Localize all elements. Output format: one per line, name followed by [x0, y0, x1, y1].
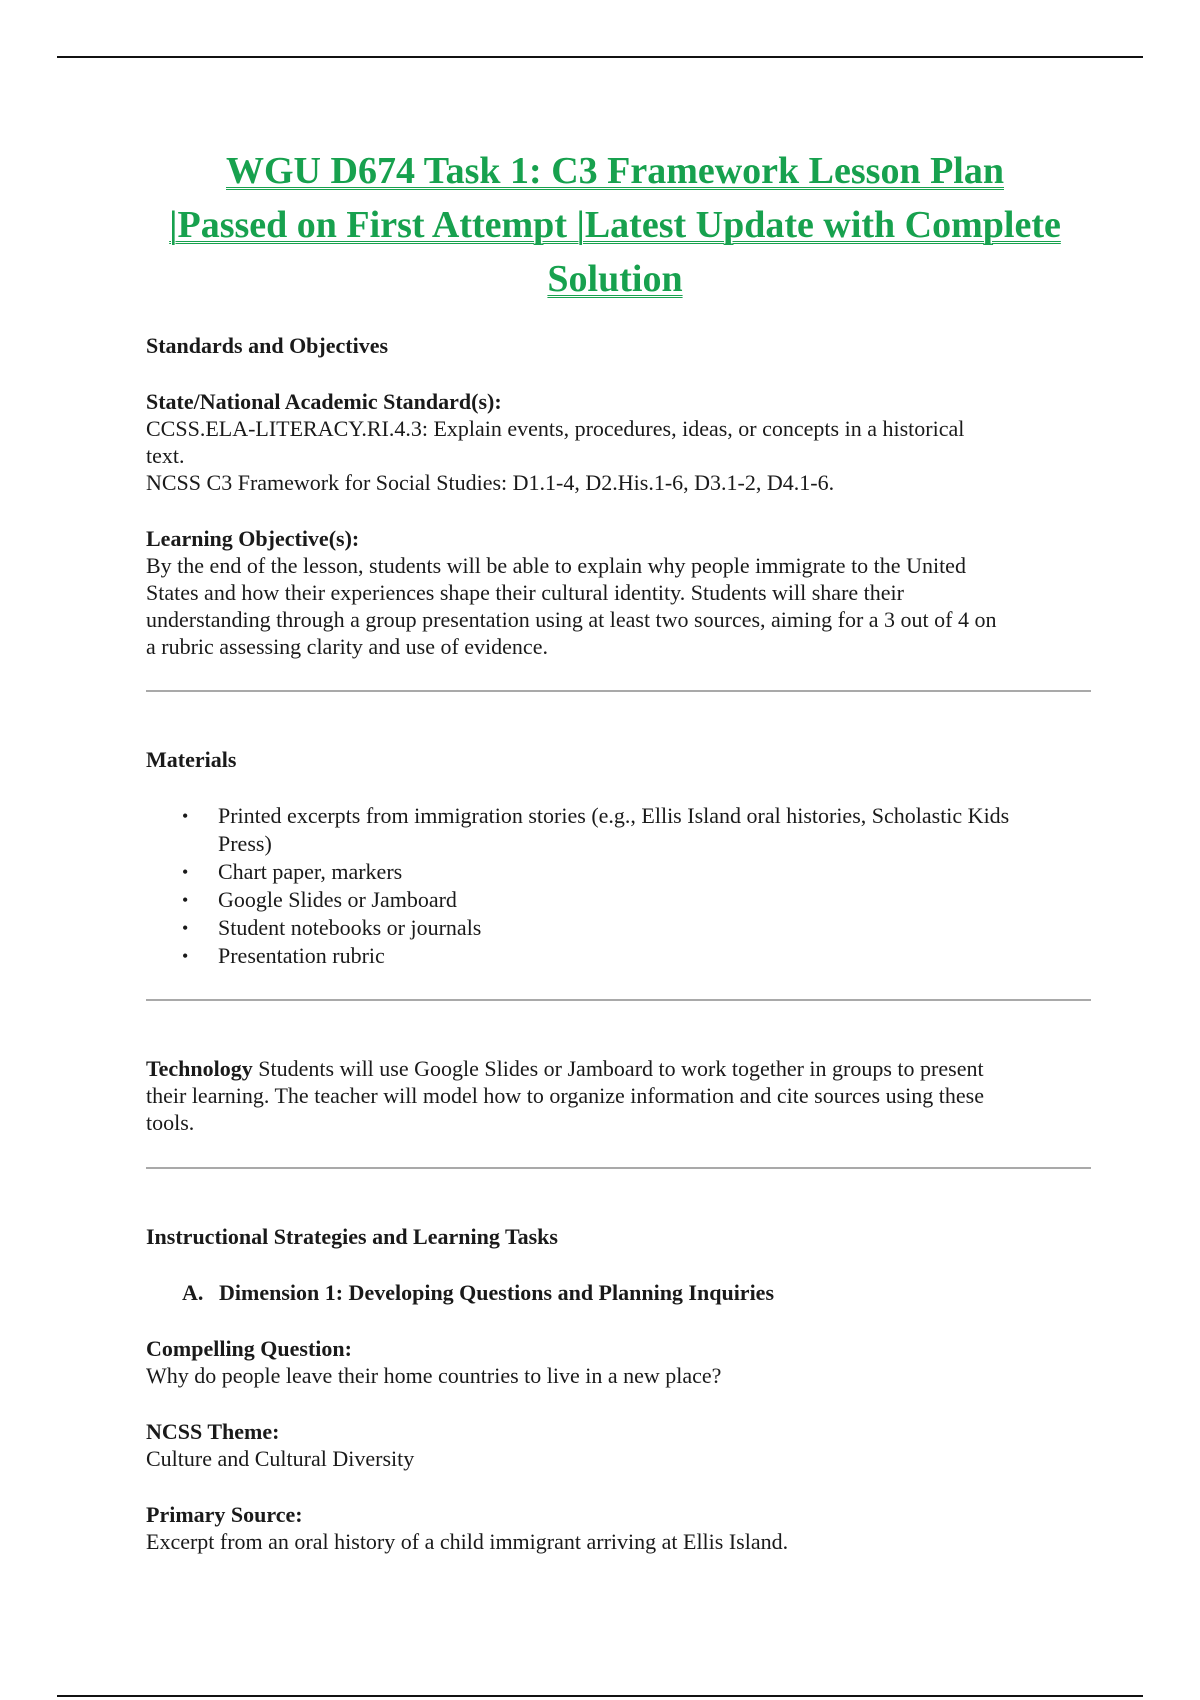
ncss-theme-text: Culture and Cultural Diversity: [146, 1446, 415, 1471]
compelling-question-text: Why do people leave their home countries to live in a new place?: [146, 1363, 722, 1388]
list-item: [146, 858, 1091, 886]
bullet-icon: •: [182, 862, 189, 882]
learning-objective-line: understanding through a group presentation using at least two sources, aiming for a 3 out of 4 on: [146, 607, 997, 632]
state-standards-label: State/National Academic Standard(s):: [146, 389, 502, 414]
material-text: Printed excerpts from immigration stories (e.g., Ellis Island oral histories, Scholastic Kids: [218, 803, 1010, 828]
material-text: Presentation rubric: [218, 943, 385, 968]
bullet-icon: •: [182, 890, 189, 910]
title-line-1: WGU D674 Task 1: C3 Framework Lesson Plan: [226, 150, 1004, 192]
document-body: [146, 332, 1091, 1555]
materials-heading: Materials: [146, 747, 237, 772]
technology-line: tools.: [146, 1110, 195, 1135]
material-text: Press): [218, 831, 272, 856]
title-line-2: |Passed on First Attempt |Latest Update with Complete: [169, 204, 1061, 246]
document-title: [120, 144, 1110, 306]
bullet-icon: •: [182, 918, 189, 938]
materials-list: [146, 802, 1091, 970]
primary-source-text: Excerpt from an oral history of a child immigrant arriving at Ellis Island.: [146, 1529, 789, 1554]
technology-label: Technology: [146, 1056, 253, 1081]
page-bottom-rule: [57, 1695, 1143, 1697]
state-standards-line: text.: [146, 443, 185, 468]
list-item: [146, 942, 1091, 970]
technology-paragraph: [146, 1055, 1091, 1082]
learning-objective-label: Learning Objective(s):: [146, 526, 360, 551]
compelling-question-label: Compelling Question:: [146, 1336, 352, 1361]
learning-objective-line: States and how their experiences shape their cultural identity. Students will share their: [146, 580, 904, 605]
learning-objective-line: a rubric assessing clarity and use of evidence.: [146, 634, 548, 659]
standards-heading: Standards and Objectives: [146, 333, 389, 358]
dimension-letter: A.: [182, 1280, 204, 1305]
material-text: Google Slides or Jamboard: [218, 887, 457, 912]
technology-line: Students will use Google Slides or Jamboard to work together in groups to present: [252, 1056, 984, 1081]
learning-objective-line: By the end of the lesson, students will be able to explain why people immigrate to the United: [146, 553, 966, 578]
title-line-3: Solution: [547, 258, 683, 300]
list-item: [146, 802, 1091, 858]
bullet-icon: •: [182, 946, 189, 966]
dimension-heading: [146, 1279, 1091, 1306]
bullet-icon: •: [182, 806, 189, 826]
list-item: [146, 914, 1091, 942]
technology-line: their learning. The teacher will model how to organize information and cite sources using these: [146, 1083, 984, 1108]
dimension-title: Dimension 1: Developing Questions and Planning Inquiries: [219, 1280, 775, 1305]
primary-source-label: Primary Source:: [146, 1502, 303, 1527]
page-top-rule: [57, 56, 1143, 58]
material-text: Student notebooks or journals: [218, 915, 482, 940]
list-item: [146, 886, 1091, 914]
instructional-heading: Instructional Strategies and Learning Tasks: [146, 1224, 558, 1249]
state-standards-line: NCSS C3 Framework for Social Studies: D1.1-4, D2.His.1-6, D3.1-2, D4.1-6.: [146, 470, 835, 495]
state-standards-line: CCSS.ELA-LITERACY.RI.4.3: Explain events, procedures, ideas, or concepts in a historical: [146, 416, 965, 441]
ncss-theme-label: NCSS Theme:: [146, 1419, 280, 1444]
material-text: Chart paper, markers: [218, 859, 403, 884]
